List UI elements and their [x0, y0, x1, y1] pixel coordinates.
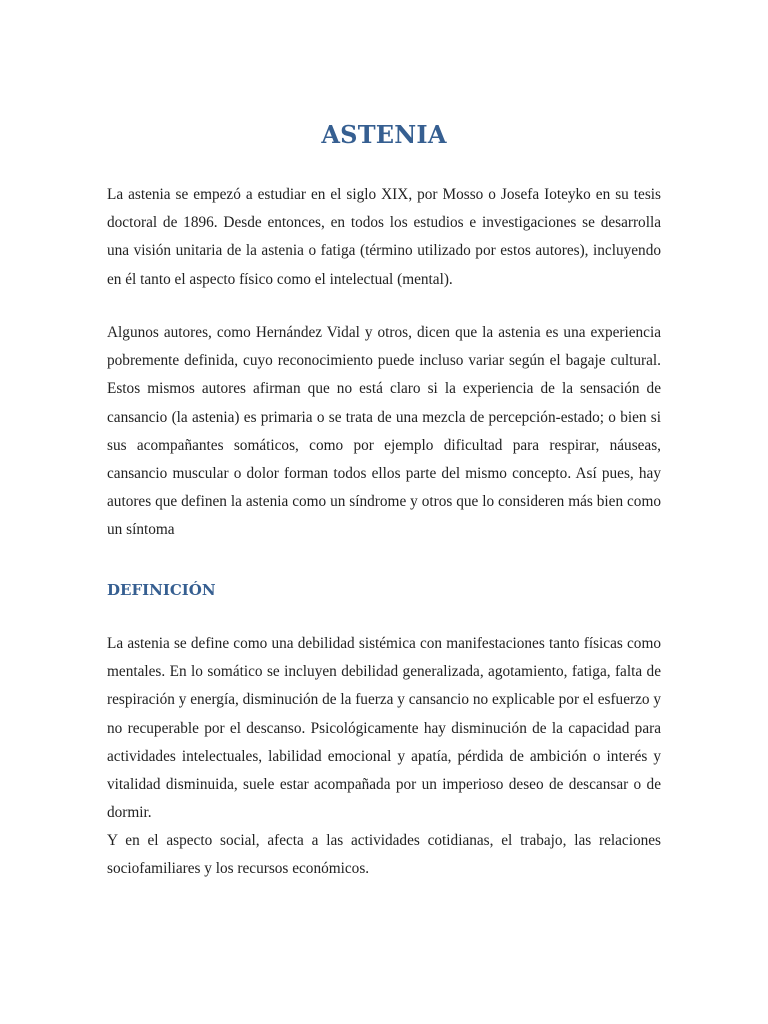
section-heading-definicion: DEFINICIÓN — [107, 581, 216, 599]
authors-paragraph: Algunos autores, como Hernández Vidal y otros, dicen que la astenia es una experiencia pobremente definida, cuyo reconocimiento puede incluso variar según el bagaje cultural. Estos mismos autores afirman que no está claro si la experiencia de la sensación de cansancio (la astenia) es primaria o se trata de una mezcla de percepción-estado; o bien si sus acompañantes somáticos, como por ejemplo dificultad para respirar, náuseas, cansancio muscular o dolor forman todos ellos parte del mismo concepto. Así pues, hay autores que definen la astenia como un síndrome y otros que lo consideren más bien como un síntoma — [107, 324, 661, 539]
intro-paragraph: La astenia se empezó a estudiar en el siglo XIX, por Mosso o Josefa Ioteyko en su tesis doctoral de 1896. Desde entonces, en todos los estudios e investigaciones se desarrolla una visión unitaria de la astenia o fatiga (término utilizado por estos autores), incluyendo en él tanto el aspecto físico como el intelectual (mental). — [107, 186, 661, 288]
definition-paragraph: La astenia se define como una debilidad sistémica con manifestaciones tanto físicas como mentales. En lo somático se incluyen debilidad generalizada, agotamiento, fatiga, falta de respiración y energía, disminución de la fuerza y cansancio no explicable por el esfuerzo y no recuperable por el descanso. Psicológicamente hay disminución de la capacidad para actividades intelectuales, labilidad emocional y apatía, pérdida de ambición o interés y vitalidad disminuida, suele estar acompañada por un imperioso deseo de descansar o de dormir. — [107, 635, 662, 822]
document-title: ASTENIA — [321, 120, 447, 149]
social-aspect-paragraph: Y en el aspecto social, afecta a las actividades cotidianas, el trabajo, las relaciones sociofamiliares y los recursos económicos. — [107, 832, 661, 878]
